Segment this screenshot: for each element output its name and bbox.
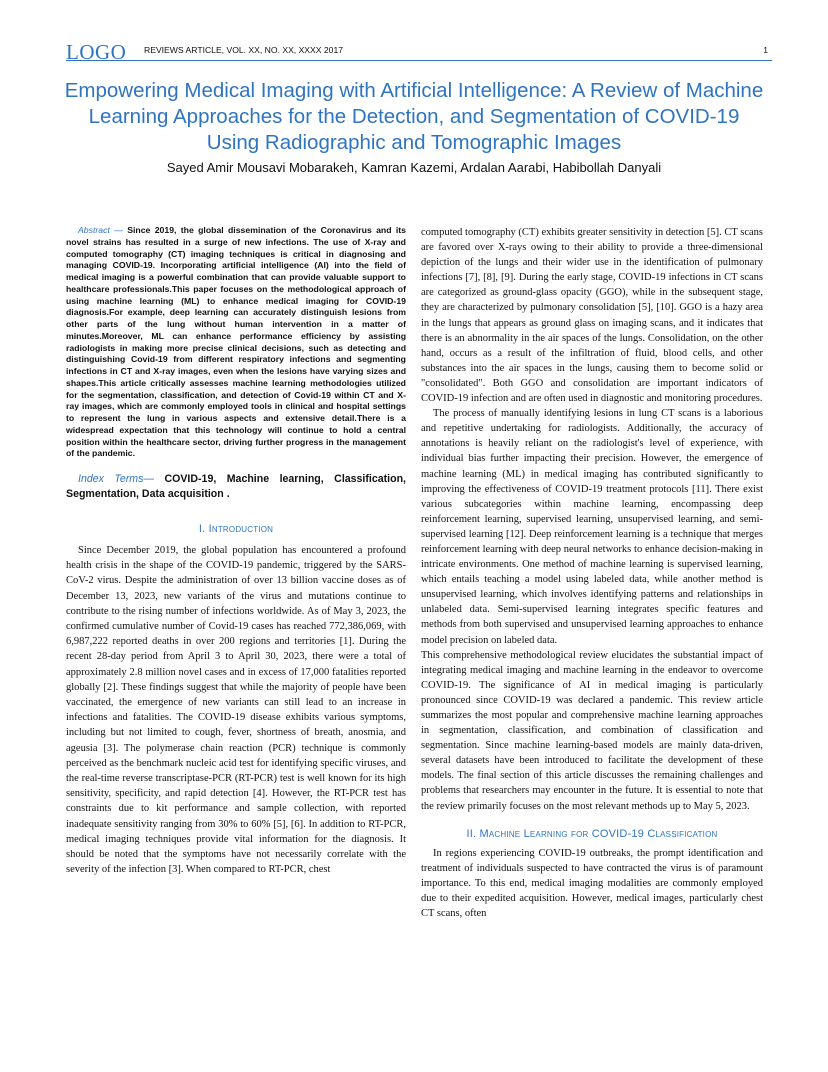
journal-info: REVIEWS ARTICLE, VOL. XX, NO. XX, XXXX 2017	[144, 45, 344, 55]
body-paragraph-ml: The process of manually identifying lesions in lung CT scans is a laborious and repetitive undertaking for radiologists. Additionally, the accuracy of annotations is heavily reliant on the radiologist's level of experience, with individual bias further impacting their precision. However, the emergence of machine learning (ML) in medical imaging has contributed significantly to improving the effectiveness of COVID-19 treatment protocols [11]. There exist various subcategories within machine learning, encompassing deep reinforcement learning, supervised learning, unsupervised learning, and semi-supervised learning [12]. Deep reinforcement learning is a technique that merges reinforcement learning with deep neural networks to enhance decision-making in intricate environments. One method of machine learning is supervised learning, which entails teaching a model using labeled data, while another method is unsupervised learning, which involves identifying patterns and relationships in unlabeled data. Semi-supervised learning integrates specific features and methods from both supervised and unsupervised learning approaches to enhance model precision on labeled data.	[421, 408, 763, 646]
paper-title: Empowering Medical Imaging with Artificial Intelligence: A Review of Machine Learning Approaches for the Detection, and Segmentation of COVID-19 Using Radiographic and Tomographic Images	[64, 79, 764, 154]
author-list: Sayed Amir Mousavi Mobarakeh, Kamran Kazemi, Ardalan Aarabi, Habibollah Danyali	[166, 160, 662, 175]
body-paragraph-ct: computed tomography (CT) exhibits greater sensitivity in detection [5]. CT scans are favored over X-rays owing to their ability to provide a three-dimensional depiction of the lungs and their wider use in the identification of pulmonary infections [7], [8], [9]. During the early stage, COVID-19 infections in CT scans are categorized as ground-glass opacity (GGO), while in the subsequent stage, they are characterized by pulmonary consolidation [5], [10]. GGO is a hazy area in the lungs that appears as ground glass on imaging scans, and it indicates that there is an abnormality in the air spaces of the lungs. Consolidation, on the other hand, occurs as a result of the infiltration of fluid, blood cells, and other substances into the air spaces in the lungs, causing them to become solid or "consolidated". Both GGO and consolidation are important indicators of COVID-19 infection and are often used in diagnostic and monitoring procedures.	[421, 227, 763, 405]
section-title-ml-classification: II. Machine Learning for COVID-19 Classification	[466, 827, 718, 840]
header-divider	[66, 60, 772, 61]
abstract	[66, 225, 406, 460]
intro-paragraph: Since December 2019, the global population has encountered a profound health crisis in the shape of the COVID-19 pandemic, triggered by the SARS-CoV-2 virus. Despite the administration of over 13 billion vaccine doses as of December 13, 2023, new variants of the virus and mutations continue to contribute to the rising number of infections worldwide. As of May 3, 2023, the confirmed cumulative number of Covid-19 cases has reached 772,386,069, with 6,987,222 reported deaths in over 200 regions and territories [1]. During the recent 28-day period from April 3 to April 30, 2023, there were a total of approximately 2.8 million novel cases and in excess of 17,000 fatalities reported globally [2]. These findings suggest that while the majority of people have been vaccinated, the emergence of new variants can still lead to an increase in infections and fatalities. The COVID-19 disease exhibits various symptoms, including but not limited to cough, fever, shortness of breath, anosmia, and ageusia [3]. The polymerase chain reaction (PCR) technique is commonly perceived as the benchmark nucleic acid test for identifying specific viruses, and the real-time reverse transcriptase-PCR (RT-PCR) test is well known for its high sensitivity, specificity, and rapid detection [4]. However, the RT-PCR test has constraints due to kit performance and sample collection, with reported inadequate sensitivity ranging from 30% to 60% [5], [6]. In addition to RT-PCR, medical imaging techniques provide vital information for the diagnosis. It should be noted that the symptoms have not necessarily correlate with the severity of the infection [3]. When compared to RT-PCR, chest	[66, 545, 406, 876]
body-paragraph-review: This comprehensive methodological review elucidates the substantial impact of integrating medical imaging and machine learning in the endeavor to overcome COVID-19. The significance of AI in medical imaging is particularly pronounced since COVID-19 was declared a pandemic. This review article summarizes the most popular and comprehensive machine learning approaches in segmentation, classification, and combination of classification and segmentation. Since machine learning-based models are mainly data-driven, several datasets have been introduced to facilitate the development of these models. The final section of this article discusses the remaining challenges and problems that researchers may encounter in the future. It is essential to note that the review primarily focuses on the most relevant methods up to May 5, 2023.	[421, 649, 763, 812]
abstract-text: Since 2019, the global dissemination of the Coronavirus and its novel strains has resulted in a surge of new infections. The use of X-ray and computed tomography (CT) imaging techniques is critical in diagnosing and managing COVID-19. Incorporating artificial intelligence (AI) into the field of medical imaging is a powerful combination that can provide valuable support to healthcare professionals.This paper focuses on the methodological approach of using machine learning (ML) to enhance medical imaging for COVID-19 diagnosis.For example, deep learning can accurately distinguish lesions from other parts of the lung without human intervention in a matter of minutes.Moreover, ML can enhance performance efficiency by assisting radiologists in making more precise clinical decisions, such as detecting and distinguishing Covid-19 from different respiratory infections and segmenting infections in CT and X-ray images, even when the lesions have varying sizes and shapes.This article critically assesses machine learning methodologies utilized for the segmentation, classification, and detection of Covid-19 within CT and X-ray images, which are commonly employed tools in clinical and hospital settings to represent the lung in various aspects and extensive detail.There is a widespread expectation that this technology will continue to hold a central position within the healthcare sector, driving further progress in the management of the pandemic.	[66, 225, 406, 459]
left-column	[66, 225, 406, 877]
section-title-introduction: I. Introduction	[198, 523, 274, 535]
index-terms	[66, 472, 406, 502]
ml-classification-paragraph: In regions experiencing COVID-19 outbreaks, the prompt identification and treatment of individuals suspected to have contracted the virus is of paramount importance. To this end, medical imaging modalities are commonly employed due to their expedited acquisition. However, medical images, particularly chest CT scans, often	[421, 847, 763, 920]
abstract-label: Abstract —	[78, 225, 123, 235]
index-terms-label: Index Terms—	[78, 473, 155, 485]
index-terms-text: COVID-19, Machine learning, Classification, Segmentation, Data acquisition .	[66, 473, 406, 500]
right-column	[421, 225, 763, 921]
page-number: 1	[763, 45, 768, 55]
journal-logo: LOGO	[66, 40, 127, 64]
